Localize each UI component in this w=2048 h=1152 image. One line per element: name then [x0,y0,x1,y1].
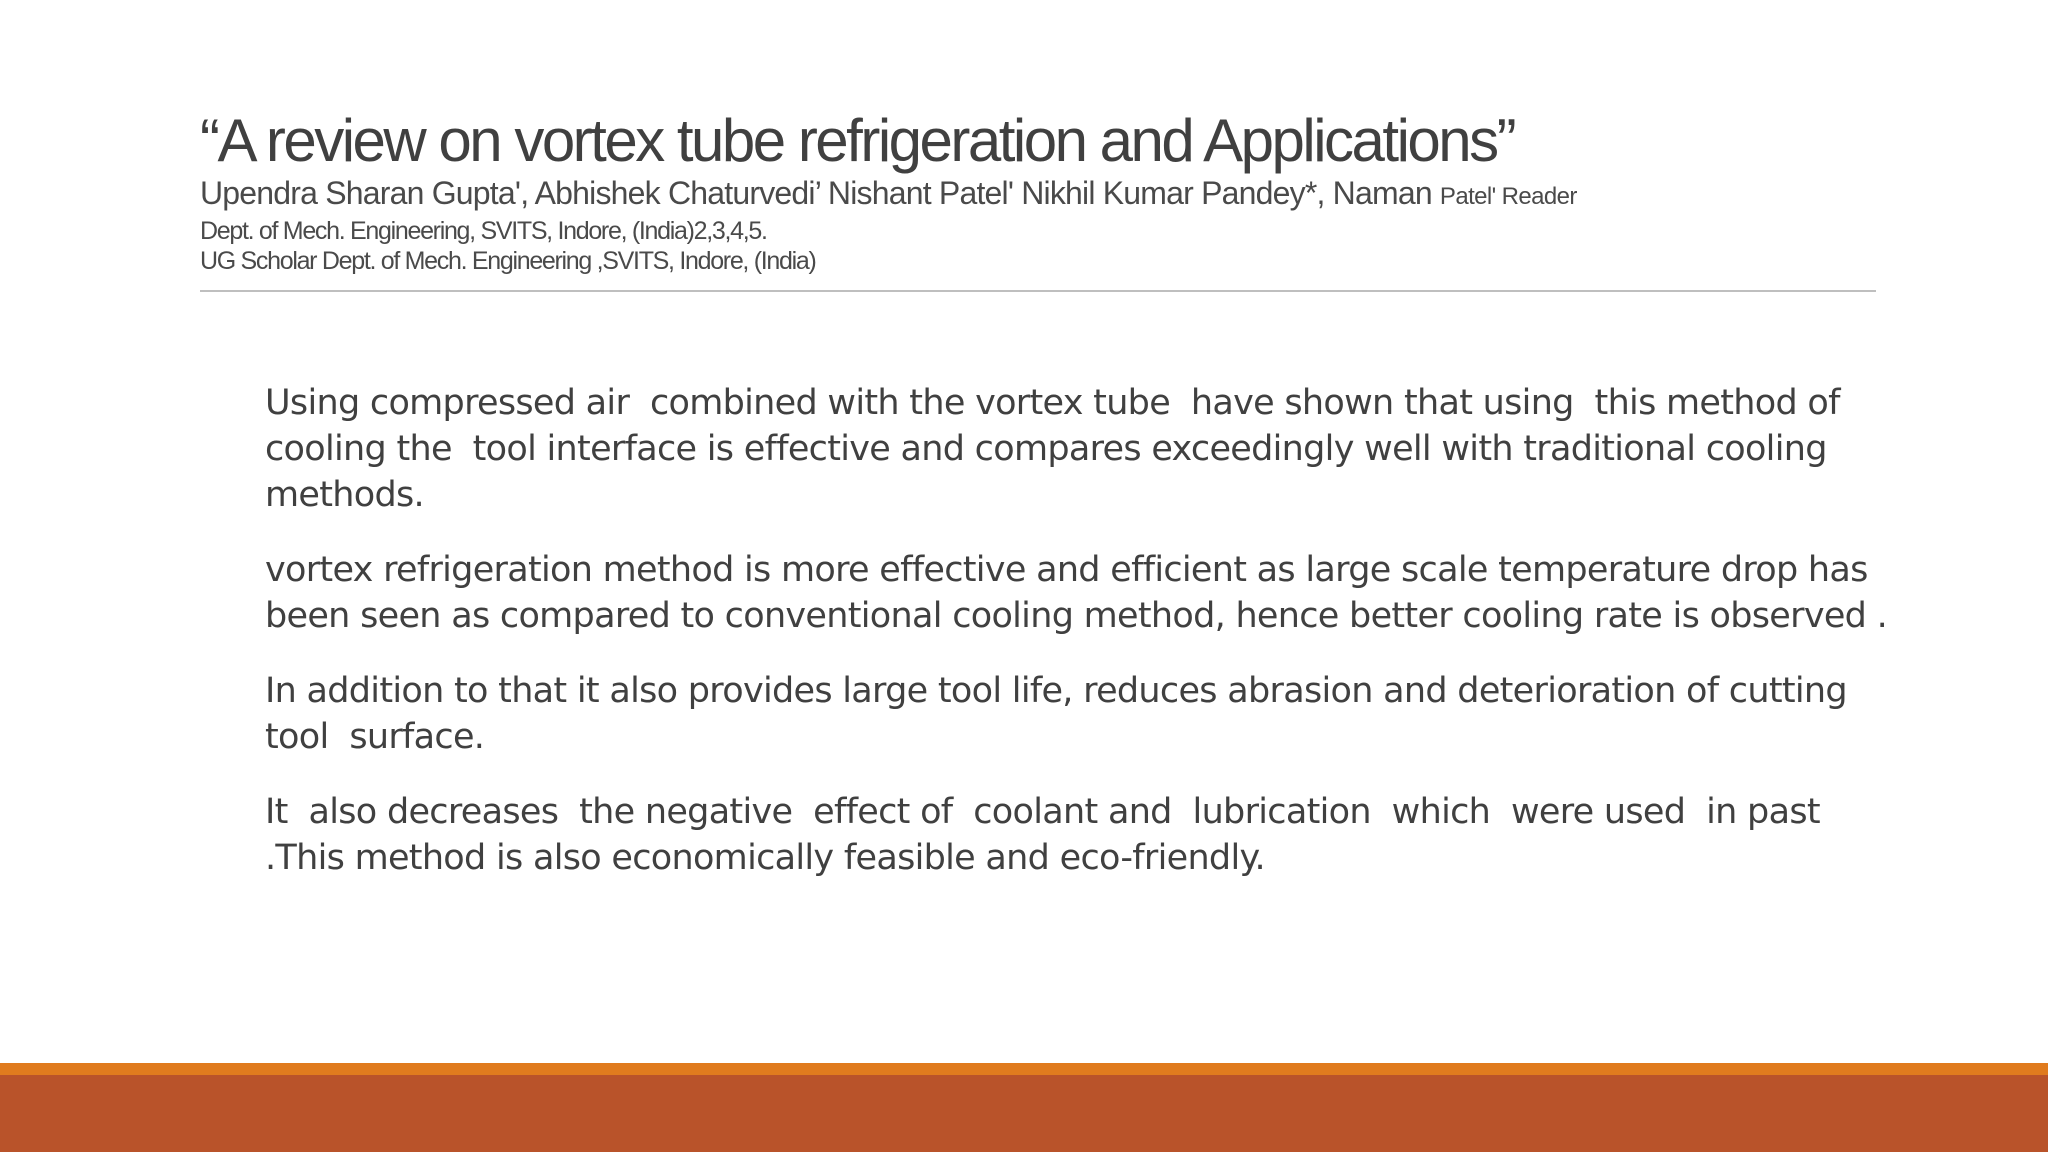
authors-main: Upendra Sharan Gupta', Abhishek Chaturvedi’ Nishant Patel' Nikhil Kumar Pandey*, Naman [200,175,1440,211]
header-divider [200,290,1876,292]
paragraph-1: Using compressed air combined with the vortex tube have shown that using this method of cooling the tool interface is effective and compares exceedingly well with traditional cooling methods. [265,383,1840,515]
footer-bar [0,1075,2048,1152]
paragraph-4: It also decreases the negative effect of coolant and lubrication which were used in past .This method is also economically feasible and eco-friendly. [265,792,1820,878]
affiliation-line-2: UG Scholar Dept. of Mech. Engineering ,SVITS, Indore, (India) [200,247,816,275]
slide-header [200,108,1876,276]
footer-accent-bar [0,1063,2048,1075]
paragraph-3: In addition to that it also provides large tool life, reduces abrasion and deterioration of cutting tool surface. [265,671,1847,757]
slide-body [265,380,1925,910]
affiliation-line-1: Dept. of Mech. Engineering, SVITS, Indore, (India)2,3,4,5. [200,217,767,245]
authors-line [200,174,1876,216]
authors-small: Patel' Reader [1439,183,1577,210]
slide-title: “A review on vortex tube refrigeration and Applications” [200,107,1515,174]
paragraph-2: vortex refrigeration method is more effective and efficient as large scale temperature drop has been seen as compared to conventional cooling method, hence better cooling rate is observed . [265,550,1888,636]
